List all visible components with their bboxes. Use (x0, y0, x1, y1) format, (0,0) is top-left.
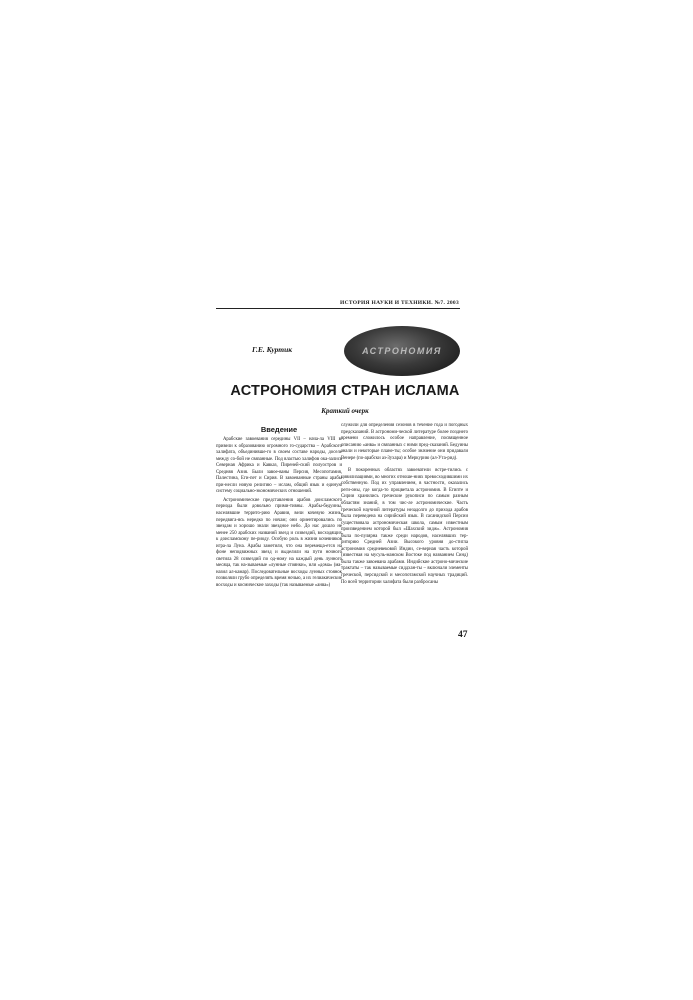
rubric-badge (344, 326, 460, 376)
paragraph: В покоренных областях завоеватели встре-тились с цивилизациями, во многих отноше-ниях превосходившими их собственную. Под их управлением, в частности, оказались реги-оны, где когда-то процветала астрономия. В Египте и Сирии хранились греческие рукописи по самым разным областям знаний, в том чис-ле астрономические. Часть греческой научной литературы незадолго до прихода арабов была переведена на сирийский язык. В сасанидской Персии существовала астрономическая школа, самым известным произведением которой был «Шахский зидж». Астрономия была по-пулярна также среди народов, населявших тер-риторию Средней Азии. Высокого уровня до-стигла астрономия средневековой Индии, се-верная часть которой (известная на мусуль-манском Востоке под названием Синд) была также завоевана арабами. Индийские астроно-мические трактаты – так называемые сиддхан-ты – включали элементы греческой, персидской и месопотамской научных традиций. По всей территории халифата были разбросаны (341, 468, 468, 585)
paragraph: служили для определения сезонов в течение года и погодных предсказаний. В астрономи-ческой литературе более позднего времени сложилось особое направление, посвященное описанию «анва» и связанных с ними пред-сказаний. Бедуины знали и некоторые плане-ты; особое значение они придавали Венере (по-арабски аз-Зухара) и Меркурию (ал-Ута-рид). (341, 423, 468, 461)
paragraph: Арабские завоевания середины VII – нача-ла VIII в. привели к образованию огромного го-сударства – Арабского халифата, объединивше-го в своем составе народы, доселе между со-бой не связанные. Под властью халифов ока-зались Северная Африка и Кавказ, Пиреней-ский полуостров и Средняя Азия. Были завое-ваны Персия, Месопотамия, Палестина, Еги-пет и Сирия. В завоеванные страны арабы при-несли новую религию – ислам, общий язык и единую систему социально-экономических отношений. (216, 437, 342, 495)
paragraph: Астрономические представления арабов доисламского периода были довольно прими-тивны. Арабы-бедуины, населявшие террито-рию Аравии, вели кочевую жизнь, передвига-ясь нередко по ночам; они ориентировались по звездам и хорошо знали звездное небо. До нас дошло не менее 250 арабских названий звезд и созвездий, восходящих к доисламскому пе-риоду. Особую роль в жизни кочевников игра-ла Луна. Арабы заметили, что она перемеща-ется на фоне неподвижных звезд и выделили на пути ночного светила 28 созвездий по од-ному на каждый день лунного месяца, так на-зываемые «лунные стоянки», или «дома» (ма-назил ал-камар). Последовательные восходы лунных стоянок позволяли грубо определять время ночью, а их гелиакические восходы и космические заходы (так называемые «анва») (216, 497, 342, 589)
text-column-left (216, 425, 342, 590)
article-title: АСТРОНОМИЯ СТРАН ИСЛАМА (230, 383, 460, 399)
author-name: Г.Е. Куртик (252, 345, 293, 354)
section-heading: Введение (260, 425, 298, 434)
rubric-label: АСТРОНОМИЯ (362, 346, 442, 356)
page-number: 47 (458, 630, 468, 640)
header-rule (216, 308, 460, 309)
running-head: ИСТОРИЯ НАУКИ И ТЕХНИКИ. №7. 2003 (340, 300, 460, 306)
article-subtitle: Краткий очерк (321, 407, 369, 415)
text-column-right (341, 423, 468, 586)
